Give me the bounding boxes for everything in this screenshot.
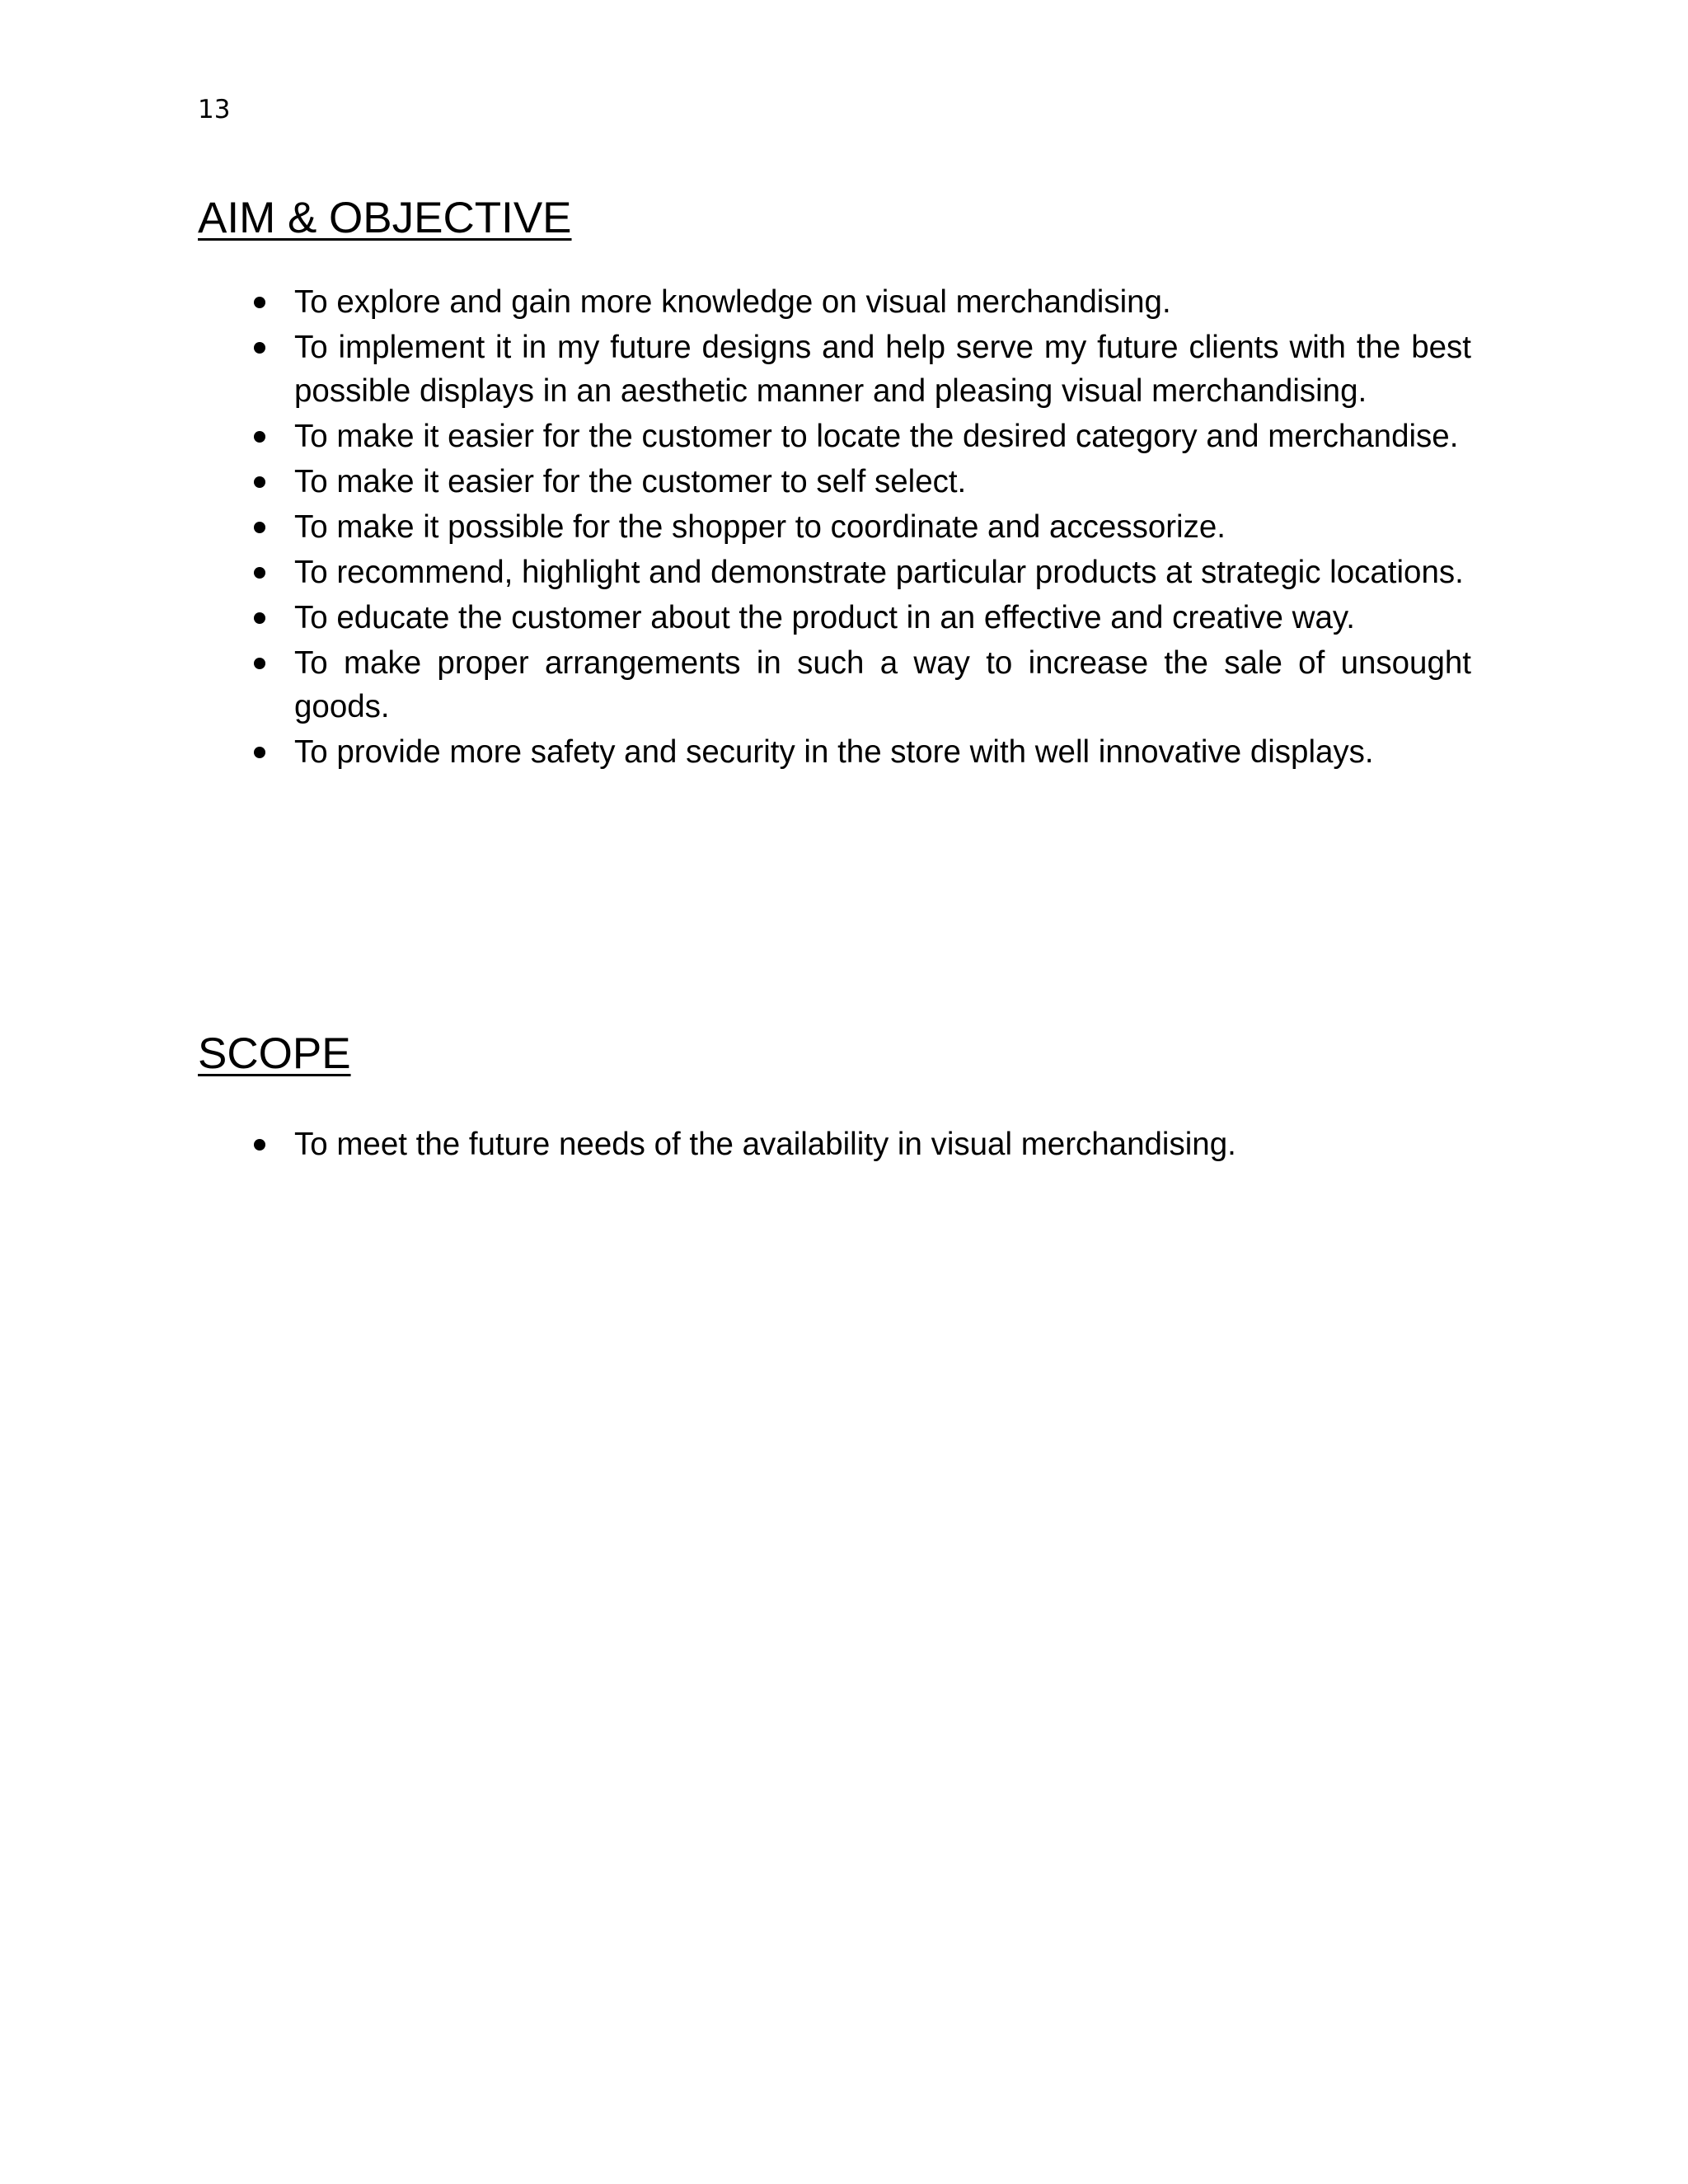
bullet-icon [254,567,265,579]
page-number: 13 [198,95,231,124]
list-item-text: To provide more safety and security in the store with well innovative displays. [294,734,1374,770]
bullet-icon [254,747,265,758]
list-item [294,326,1471,413]
bullet-icon [254,431,265,443]
list-item-text: To make it easier for the customer to locate the desired category and merchandise. [294,419,1459,454]
bullet-icon [254,612,265,624]
scope-list [294,1122,1471,1168]
aim-objective-list [294,280,1471,776]
list-item-text: To make it possible for the shopper to coordinate and accessorize. [294,509,1226,545]
list-item [294,551,1471,594]
list-item-text: To educate the customer about the product in an effective and creative way. [294,600,1355,635]
bullet-icon [254,522,265,533]
bullet-icon [254,342,265,354]
list-item [294,280,1471,324]
list-item-text: To meet the future needs of the availability in visual merchandising. [294,1127,1236,1162]
list-item [294,415,1471,458]
list-item [294,460,1471,504]
list-item-text: To make it easier for the customer to self select. [294,464,967,499]
list-item [294,505,1471,549]
list-item-text: To recommend, highlight and demonstrate particular products at strategic locations. [294,555,1464,590]
list-item [294,730,1471,774]
list-item [294,1122,1471,1166]
list-item-text: To explore and gain more knowledge on visual merchandising. [294,284,1171,320]
scope-heading: SCOPE [198,1029,351,1078]
list-item [294,596,1471,640]
list-item-text: To implement it in my future designs and help serve my future clients with the best possible displays in an aesthetic manner and pleasing visual merchandising. [294,330,1471,409]
bullet-icon [254,297,265,308]
aim-objective-heading: AIM & OBJECTIVE [198,194,572,242]
list-item-text: To make proper arrangements in such a way to increase the sale of unsought goods. [294,645,1471,724]
bullet-icon [254,476,265,488]
bullet-icon [254,1139,265,1151]
bullet-icon [254,658,265,669]
list-item [294,641,1471,729]
